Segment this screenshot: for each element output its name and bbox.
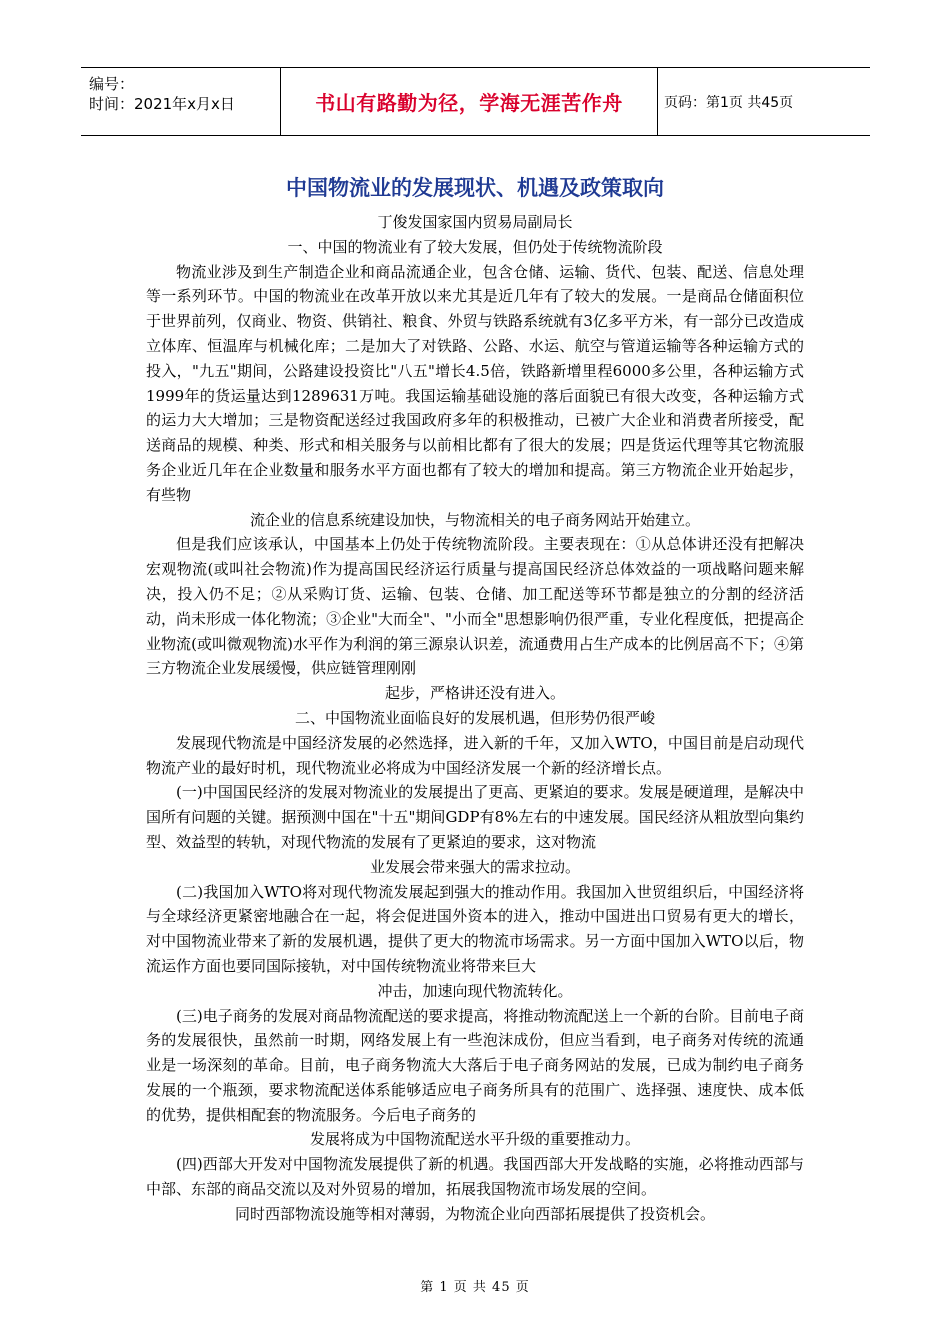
paragraph-1: 物流业涉及到生产制造企业和商品流通企业，包含仓储、运输、货代、包装、配送、信息处理等一系列环节。中国的物流业在改革开放以来尤其是近几年有了较大的发展。一是商品仓储面积位于世界前列，仅商业、物资、供销社、粮食、外贸与铁路系统就有3亿多平方米，有一部分已改造成立体库、恒温库与机械化库；二是加大了对铁路、公路、水运、航空与管道运输等各种运输方式的投入，"九五"期间，公路建设投资比"八五"增长4.5倍，铁路新增里程6000多公里，各种运输方式1999年的货运量达到1289631万吨。我国运输基础设施的落后面貌已有很大改变，各种运输方式的运力大大增加；三是物资配送经过我国政府多年的积极推动，已被广大企业和消费者所接受，配送商品的规模、种类、形式和相关服务与以前相比都有了很大的发展；四是货运代理等其它物流服务企业近几年在企业数量和服务水平方面也都有了较大的增加和提高。第三方物流企业开始起步，有些物 [146, 262, 804, 504]
header-page-info: 页码：第1页 共45页 [664, 94, 794, 111]
paragraph-7-end: 同时西部物流设施等相对薄弱，为物流企业向西部拓展提供了投资机会。 [234, 1204, 715, 1223]
paragraph-2: 但是我们应该承认，中国基本上仍处于传统物流阶段。主要表现在：①从总体讲还没有把解决宏观物流(或叫社会物流)作为提高国民经济运行质量与提高国民经济总体效益的一项战略问题来解决，投入仍不足；②从采购订货、运输、包装、仓储、加工配送等环节都是独立的分割的经济活动，尚未形成一体化物流；③企业"大而全"、"小而全"思想影响仍很严重，专业化程度低，把提高企业物流(或叫微观物流)水平作为利润的第三源泉认识差，流通费用占生产成本的比例居高不下；④第三方物流企业发展缓慢，供应链管理刚刚 [146, 535, 804, 678]
paragraph-5-end: 冲击，加速向现代物流转化。 [377, 981, 573, 1000]
time-label: 时间：2021年x月x日 [89, 95, 235, 113]
header-meta [81, 68, 281, 135]
paragraph-3: 发展现代物流是中国经济发展的必然选择，进入新的千年，又加入WTO，中国目前是启动现代物流产业的最好时机，现代物流业必将成为中国经济发展一个新的经济增长点。 [146, 733, 804, 777]
author-line: 丁俊发国家国内贸易局副局长 [377, 213, 573, 231]
section-heading-1: 一、中国的物流业有了较大发展，但仍处于传统物流阶段 [287, 237, 663, 256]
paragraph-7: (四)西部大开发对中国物流发展提供了新的机遇。我国西部大开发战略的实施，必将推动西部与中部、东部的商品交流以及对外贸易的增加，拓展我国物流市场发展的空间。 [146, 1155, 804, 1199]
paragraph-6: (三)电子商务的发展对商品物流配送的要求提高，将推动物流配送上一个新的台阶。目前电子商务的发展很快，虽然前一时期，网络发展上有一些泡沫成份，但应当看到，电子商务对传统的流通业是一场深刻的革命。目前，电子商务物流大大落后于电子商务网站的发展，已成为制约电子商务发展的一个瓶颈，要求物流配送体系能够适应电子商务所具有的范围广、选择强、速度快、成本低的优势，提供相配套的物流服务。今后电子商务的 [146, 1006, 804, 1124]
page-header [81, 67, 870, 136]
paragraph-2-end: 起步，严格讲还没有进入。 [384, 684, 565, 703]
paragraph-4-end: 业发展会带来强大的需求拉动。 [369, 857, 580, 876]
document-body [146, 210, 804, 1227]
page-footer: 第 1 页 共 45 页 [420, 1280, 530, 1295]
header-motto: 书山有路勤为径，学海无涯苦作舟 [281, 68, 658, 135]
code-label: 编号： [89, 75, 135, 93]
paragraph-4: (一)中国国民经济的发展对物流业的发展提出了更高、更紧迫的要求。发展是硬道理，是解决中国所有问题的关键。据预测中国在"十五"期间GDP有8%左右的中速发展。国民经济从粗放型向集约型、效益型的转轨，对现代物流的发展有了更紧迫的要求，这对物流 [146, 783, 804, 851]
paragraph-1-end: 流企业的信息系统建设加快，与物流相关的电子商务网站开始建立。 [249, 510, 700, 529]
paragraph-6-end: 发展将成为中国物流配送水平升级的重要推动力。 [309, 1130, 640, 1149]
paragraph-5: (二)我国加入WTO将对现代物流发展起到强大的推动作用。我国加入世贸组织后，中国经济将与全球经济更紧密地融合在一起，将会促进国外资本的进入，推动中国进出口贸易有更大的增长，对中国物流业带来了新的发展机遇，提供了更大的物流市场需求。另一方面中国加入WTO以后，物流运作方面也要同国际接轨，对中国传统物流业将带来巨大 [146, 882, 804, 975]
section-heading-2: 二、中国物流业面临良好的发展机遇，但形势仍很严峻 [294, 708, 655, 727]
document-title: 中国物流业的发展现状、机遇及政策取向 [286, 176, 664, 200]
